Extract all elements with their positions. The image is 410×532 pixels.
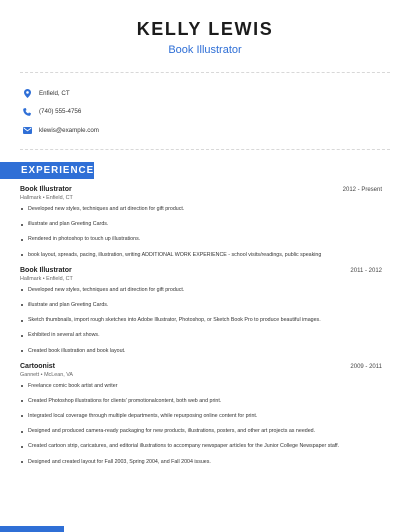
mail-icon bbox=[22, 125, 32, 135]
section-heading-experience: EXPERIENCE bbox=[0, 162, 94, 179]
job-bullet: book layout, spreads, pacing, illustration, writing ADDITIONAL WORK EXPERIENCE - school visits/readings, public speaking bbox=[20, 252, 382, 259]
job-title: Cartoonist bbox=[20, 362, 55, 370]
job-employer: Gannett • McLean, VA bbox=[20, 371, 74, 378]
job-bullet: Sketch thumbnails, import rough sketches into Adobe Illustrator, Photoshop, or Sketch Book Pro to produce beautiful images. bbox=[20, 317, 382, 324]
contact-divider bbox=[20, 149, 390, 150]
experience-list bbox=[0, 179, 410, 465]
job-bullet: Created cartoon strip, caricatures, and editorial illustrations to accompany newspaper articles for the Junior College Newspaper staff. bbox=[20, 443, 382, 450]
phone-icon bbox=[22, 107, 32, 117]
contact-location bbox=[22, 84, 410, 102]
job-title: Book Illustrator bbox=[20, 186, 72, 193]
job-entry bbox=[20, 363, 382, 466]
location-text: Enfield, CT bbox=[39, 89, 70, 97]
contact-list bbox=[0, 73, 410, 139]
job-bullet: Developed new styles, techniques and art direction for gift product. bbox=[20, 287, 382, 294]
resume-header bbox=[0, 0, 410, 57]
candidate-role: Book Illustrator bbox=[168, 44, 242, 56]
phone-text: (740) 555-4756 bbox=[39, 108, 82, 115]
job-dates: 2012 - Present bbox=[342, 187, 382, 193]
candidate-name: KELLY LEWIS bbox=[136, 19, 274, 39]
job-bullet: Integrated local coverage through multiple departments, while repurposing online content for print. bbox=[20, 413, 382, 420]
job-bullet: Rendered in photoshop to touch up illustrations. bbox=[20, 236, 382, 243]
job-bullets bbox=[20, 383, 382, 466]
job-bullet: Designed and created layout for Fall 2003, Spring 2004, and Fall 2004 issues. bbox=[20, 459, 382, 466]
job-bullet: Designed and produced camera-ready packaging for new products, illustrations, posters, and other art projects as needed. bbox=[20, 428, 382, 435]
job-dates: 2011 - 2012 bbox=[350, 267, 382, 274]
email-text: klewis@example.com bbox=[39, 126, 99, 134]
job-bullets bbox=[20, 287, 382, 354]
next-section-heading-tab bbox=[0, 526, 64, 532]
job-dates: 2009 - 2011 bbox=[350, 363, 382, 370]
job-bullet: Developed new styles, techniques and art direction for gift product. bbox=[20, 206, 382, 213]
job-title: Book Illustrator bbox=[20, 266, 72, 274]
contact-email bbox=[22, 121, 410, 139]
job-bullets bbox=[20, 206, 382, 258]
job-bullet: Freelance comic book artist and writer bbox=[20, 383, 382, 390]
job-bullet: Created book illustration and book layout. bbox=[20, 348, 382, 355]
job-bullet: Created Photoshop illustrations for clients' promotionalcontent, both web and print. bbox=[20, 398, 382, 405]
job-employer: Hallmark • Enfield, CT bbox=[20, 195, 73, 201]
job-employer: Hallmark • Enfield, CT bbox=[20, 275, 73, 282]
job-bullet: illustrate and plan Greeting Cards. bbox=[20, 302, 382, 309]
location-pin-icon bbox=[22, 88, 32, 98]
job-entry bbox=[20, 267, 382, 354]
contact-phone bbox=[22, 103, 410, 121]
job-bullet: illustrate and plan Greeting Cards. bbox=[20, 221, 382, 228]
job-bullet: Exhibited in several art shows. bbox=[20, 332, 382, 339]
job-entry bbox=[20, 186, 382, 258]
